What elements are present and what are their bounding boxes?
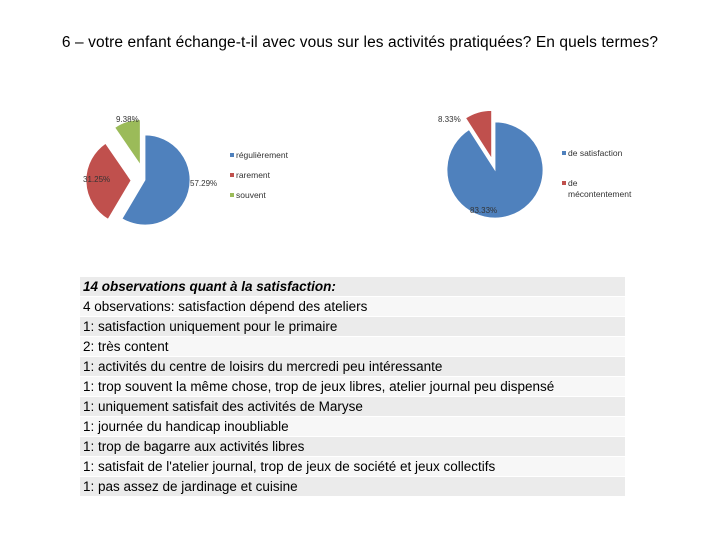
observation-row (80, 477, 625, 497)
legend-entry: de satisfaction (568, 148, 623, 158)
legend-entry: souvent (236, 190, 266, 200)
pie-chart-frequency (80, 100, 340, 240)
legend-swatch (230, 173, 234, 177)
observation-text: 1: trop souvent la même chose, trop de jeux libres, atelier journal peu dispensé (80, 377, 625, 397)
observation-row (80, 377, 625, 397)
pie-chart-satisfaction (410, 100, 660, 240)
data-label: 8.33% (438, 115, 461, 124)
legend-entry: rarement (236, 170, 271, 180)
observations-heading: 14 observations quant à la satisfaction: (80, 277, 625, 297)
legend-entry: de mécontentement (568, 178, 632, 199)
legend-swatch (230, 153, 234, 157)
observation-text: 1: activités du centre de loisirs du mercredi peu intéressante (80, 357, 625, 377)
legend-swatch (562, 151, 566, 155)
observation-text: 1: satisfait de l'atelier journal, trop de jeux de société et jeux collectifs (80, 457, 625, 477)
legend-entry: régulièrement (236, 150, 288, 160)
observation-text: 1: journée du handicap inoubliable (80, 417, 625, 437)
observation-text: 2: très content (80, 337, 625, 357)
observation-row (80, 297, 625, 317)
legend-swatch (230, 193, 234, 197)
page-title: 6 – votre enfant échange-t-il avec vous sur les activités pratiquées? En quels termes? (61, 34, 659, 51)
pie-slice-de-satisfaction (447, 122, 543, 218)
pie1-legend (230, 150, 289, 200)
observation-row (80, 457, 625, 477)
observation-row (80, 417, 625, 437)
pie2-legend (562, 148, 632, 199)
observation-text: 1: trop de bagarre aux activités libres (80, 437, 625, 457)
observation-row (80, 357, 625, 377)
observation-text: 1: satisfaction uniquement pour le primaire (80, 317, 625, 337)
data-label: 9.38% (116, 115, 139, 124)
pie-slice-souvent (115, 120, 140, 165)
data-label: 31.25% (83, 175, 111, 184)
data-label: 83.33% (470, 206, 498, 215)
observations-heading-row (80, 277, 625, 297)
observation-text: 1: uniquement satisfait des activités de Maryse (80, 397, 625, 417)
observation-row (80, 337, 625, 357)
data-label: 57.29% (190, 179, 218, 188)
observations-table (80, 276, 625, 496)
observation-text: 4 observations: satisfaction dépend des ateliers (80, 297, 625, 317)
observation-row (80, 437, 625, 457)
pie2-slices (447, 110, 543, 218)
observation-row (80, 397, 625, 417)
observation-text: 1: pas assez de jardinage et cuisine (80, 477, 625, 497)
pie1-slices (86, 120, 190, 225)
observation-row (80, 317, 625, 337)
legend-swatch (562, 181, 566, 185)
